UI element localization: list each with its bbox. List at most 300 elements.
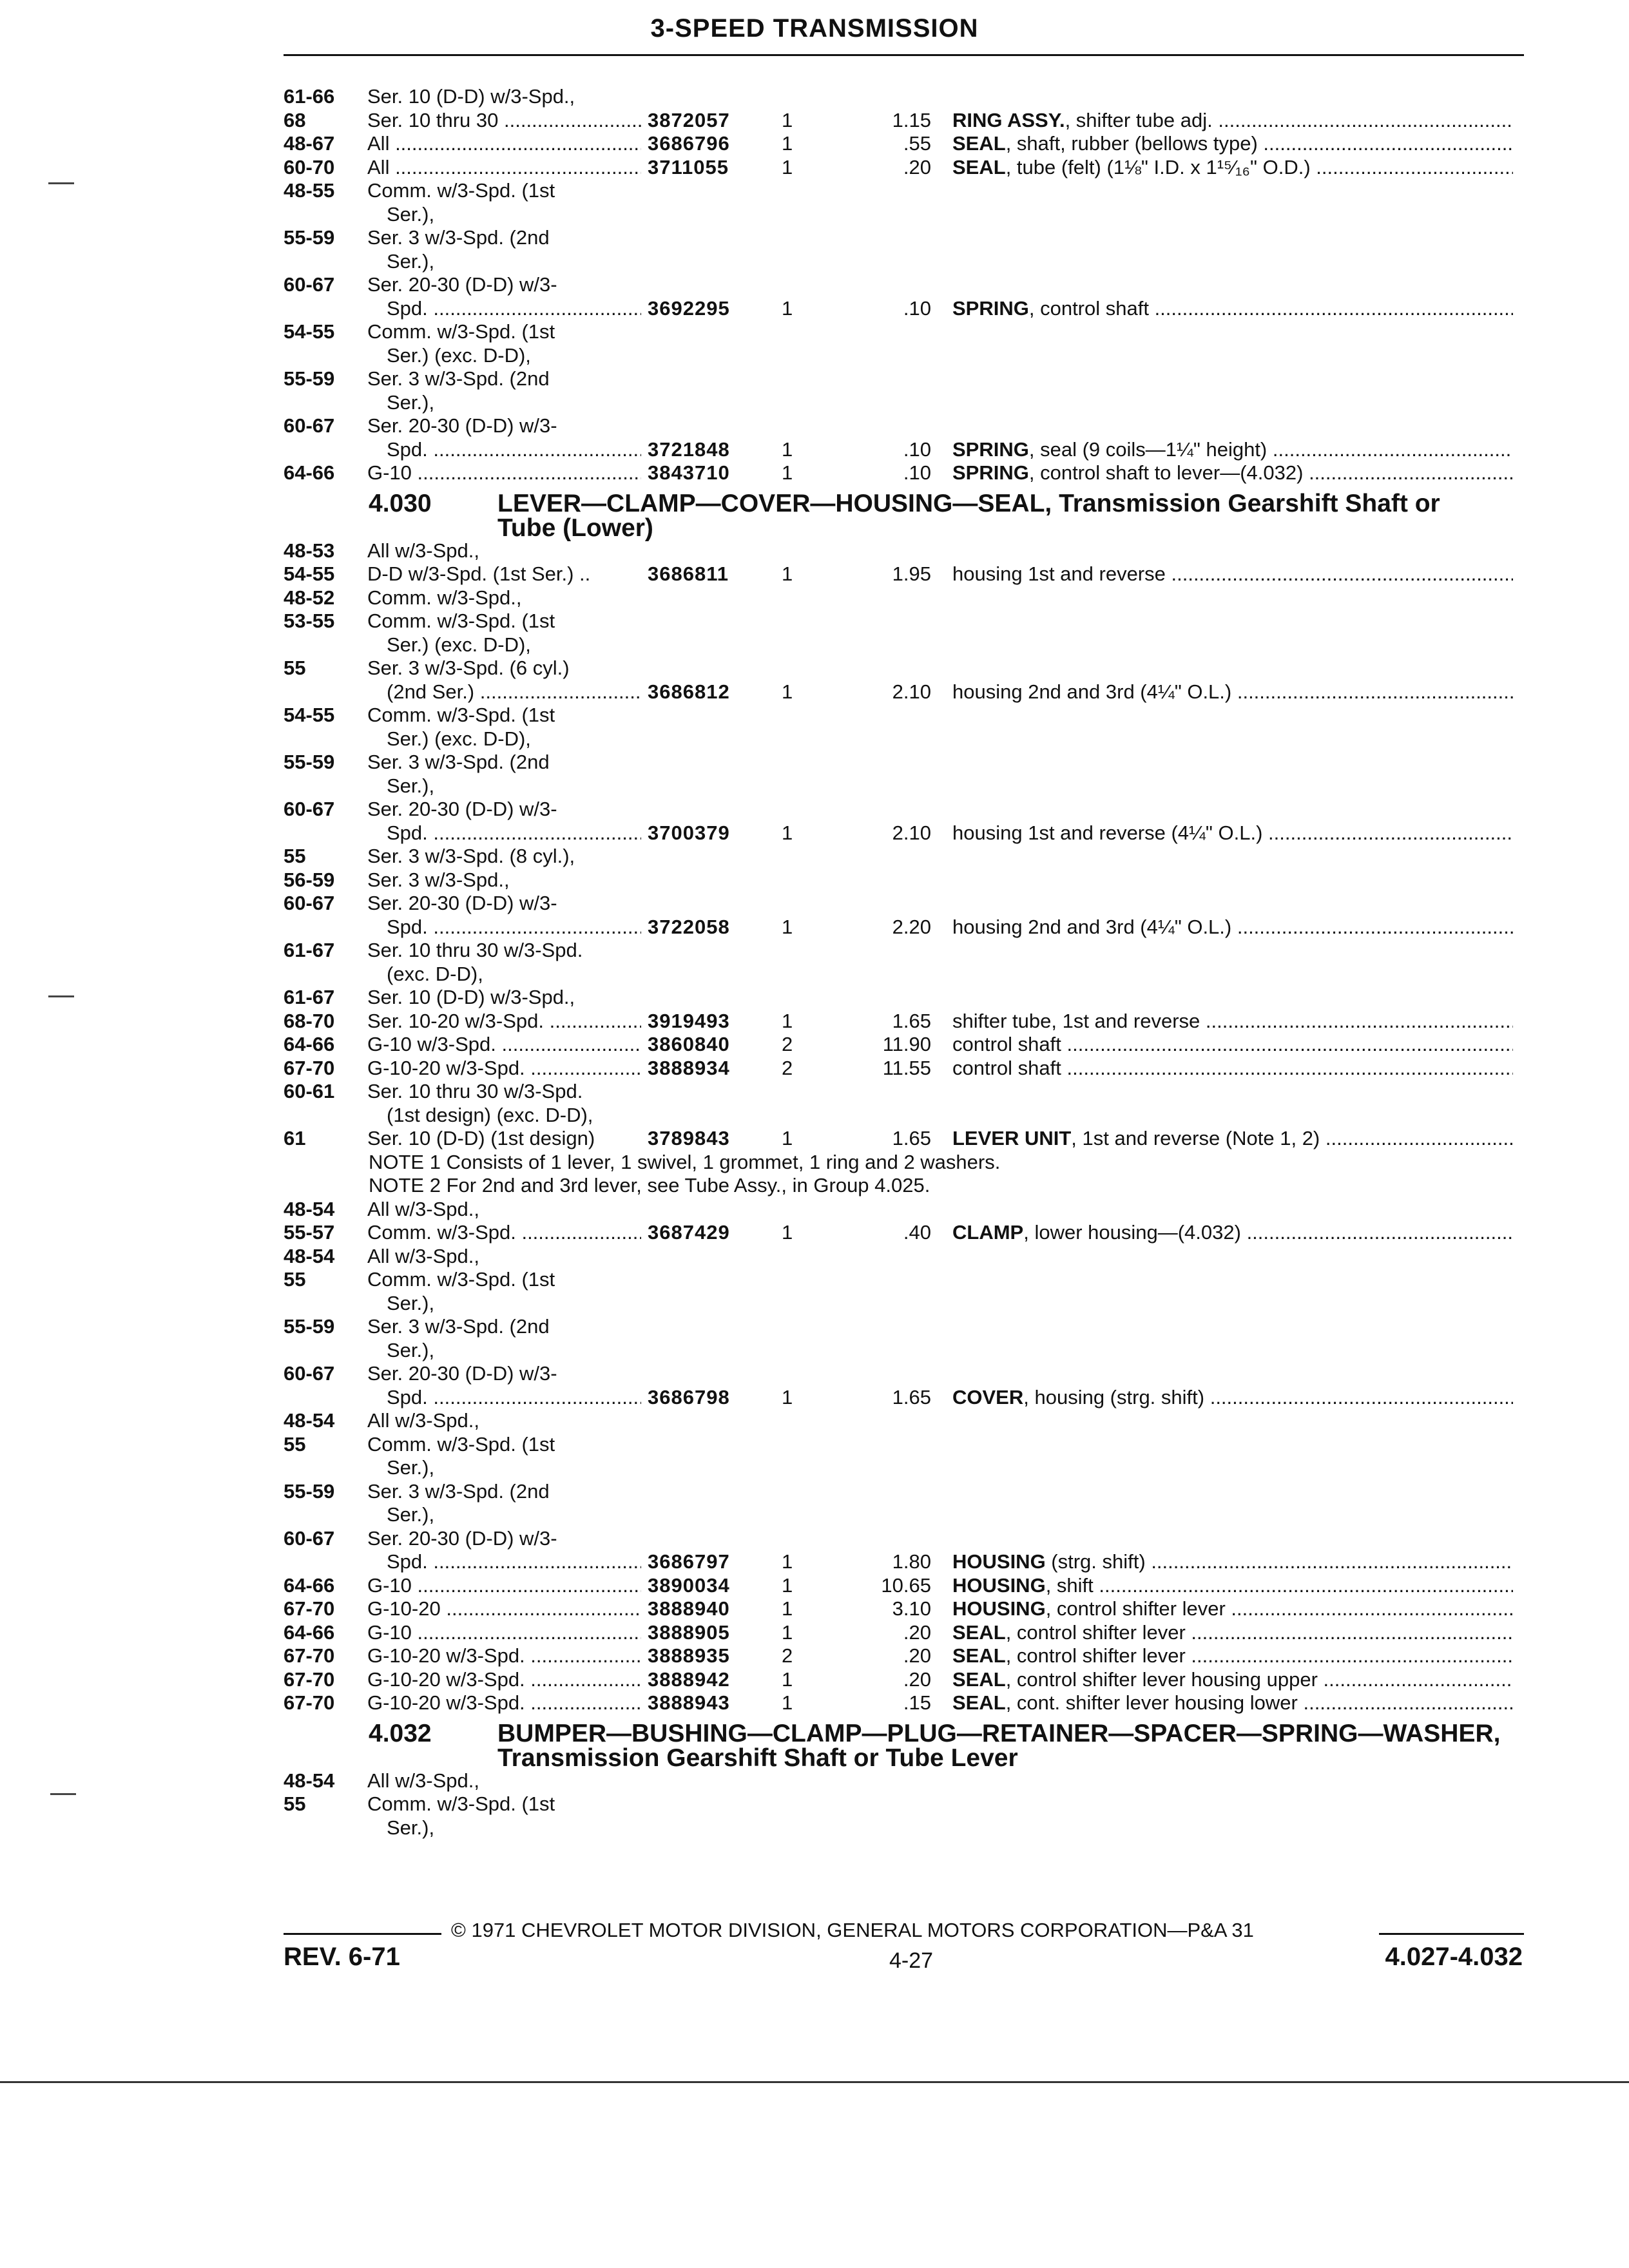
part-name: HOUSING xyxy=(952,1573,1046,1597)
part-name: SEAL xyxy=(952,1667,1006,1691)
application: Spd. ..... xyxy=(387,297,641,321)
model-years: 48-53 xyxy=(284,539,335,562)
price: .15 xyxy=(903,1691,931,1714)
part-detail: housing 1st and reverse (4¼" O.L.) xyxy=(952,821,1263,844)
application: G-10 w/3-Spd. ..... xyxy=(367,1033,641,1057)
parts-row xyxy=(0,633,1629,657)
application: Ser.) (exc. D-D), xyxy=(387,633,531,656)
application: Spd. ..... xyxy=(387,916,641,939)
quantity: 1 xyxy=(782,1009,793,1032)
part-number: 3888905 xyxy=(648,1620,730,1644)
parts-row xyxy=(0,367,1629,391)
quantity: 1 xyxy=(782,108,793,131)
application: Ser. 3 w/3-Spd. (2nd xyxy=(367,1479,550,1503)
application: G-10 ..... xyxy=(367,1621,641,1645)
parts-row xyxy=(0,892,1629,916)
part-description xyxy=(952,1127,1513,1151)
part-description xyxy=(952,916,1513,939)
application: Comm. w/3-Spd. (1st xyxy=(367,1432,555,1456)
part-number: 3860840 xyxy=(648,1033,730,1055)
model-years: 67-70 xyxy=(284,1667,335,1691)
parts-row xyxy=(0,963,1629,986)
part-description xyxy=(952,132,1513,156)
part-name: LEVER UNIT xyxy=(952,1127,1072,1149)
parts-row xyxy=(0,179,1629,203)
model-years: 60-67 xyxy=(284,1362,335,1385)
price: 2.10 xyxy=(892,680,931,703)
price: .10 xyxy=(903,296,931,320)
price: .10 xyxy=(903,437,931,461)
quantity: 2 xyxy=(782,1644,793,1667)
part-number: 3700379 xyxy=(648,821,730,844)
price: .20 xyxy=(903,1644,931,1667)
model-years: 64-66 xyxy=(284,1033,335,1055)
model-years: 55-59 xyxy=(284,367,335,390)
part-detail: , shaft, rubber (bellows type) xyxy=(1005,132,1258,155)
parts-row xyxy=(0,774,1629,798)
application: Ser.), xyxy=(387,1456,435,1479)
part-number: 3686811 xyxy=(648,562,729,585)
model-years: 55 xyxy=(284,1792,306,1815)
part-number: 3872057 xyxy=(648,108,730,131)
section-title: BUMPER—BUSHING—CLAMP—PLUG—RETAINER—SPACER—SPRING—WASHER, Transmission Gearshift Shaft or Tube Lever xyxy=(497,1719,1501,1772)
part-detail: , seal (9 coils—1¼" height) xyxy=(1028,437,1268,461)
part-number: 3722058 xyxy=(648,915,730,938)
note-text: NOTE 2 For 2nd and 3rd lever, see Tube Assy., in Group 4.025. xyxy=(369,1174,930,1196)
part-number: 3890034 xyxy=(648,1573,730,1597)
part-description xyxy=(952,1550,1513,1574)
parts-row xyxy=(0,610,1629,633)
model-years: 54-55 xyxy=(284,704,335,726)
parts-row xyxy=(0,1597,1629,1621)
model-years: 55 xyxy=(284,1432,306,1456)
footer-rule-left xyxy=(284,1933,441,1935)
part-number: 3888943 xyxy=(648,1691,730,1714)
model-years: 48-52 xyxy=(284,586,335,609)
application: G-10 ..... xyxy=(367,1574,641,1598)
part-detail: , control shifter lever housing upper xyxy=(1005,1667,1318,1691)
parts-row xyxy=(0,1386,1629,1410)
part-detail: , control shifter lever xyxy=(1005,1620,1186,1644)
parts-row xyxy=(0,297,1629,321)
application: Ser. 10-20 w/3-Spd. ..... xyxy=(367,1010,641,1033)
page-title: 3-SPEED TRANSMISSION xyxy=(650,14,979,43)
quantity: 1 xyxy=(782,562,793,585)
part-name: COVER xyxy=(952,1385,1024,1408)
section-number: 4.030 xyxy=(369,489,432,517)
model-years: 48-54 xyxy=(284,1769,335,1792)
parts-row xyxy=(0,1010,1629,1033)
application: Ser. 3 w/3-Spd. (2nd xyxy=(367,367,550,390)
model-years: 67-70 xyxy=(284,1691,335,1714)
part-name: SEAL xyxy=(952,1644,1006,1667)
application: Ser. 10 thru 30 w/3-Spd. xyxy=(367,1080,583,1102)
part-name: SEAL xyxy=(952,1620,1006,1644)
application: All w/3-Spd., xyxy=(367,1769,480,1792)
quantity: 1 xyxy=(782,1127,793,1149)
parts-row xyxy=(0,1080,1629,1104)
application: Ser. 10 (D-D) w/3-Spd., xyxy=(367,986,575,1008)
parts-row xyxy=(0,539,1629,563)
part-number: 3721848 xyxy=(648,437,730,461)
model-years: 54-55 xyxy=(284,320,335,343)
model-years: 48-55 xyxy=(284,179,335,202)
application: All w/3-Spd., xyxy=(367,1244,480,1267)
model-years: 61-67 xyxy=(284,986,335,1008)
parts-row xyxy=(0,1503,1629,1527)
parts-row xyxy=(0,1268,1629,1292)
application: Ser. 3 w/3-Spd. (2nd xyxy=(367,226,550,249)
parts-row xyxy=(0,1816,1629,1840)
quantity: 1 xyxy=(782,1221,793,1244)
part-description xyxy=(952,822,1513,845)
parts-row xyxy=(0,320,1629,344)
application: G-10-20 w/3-Spd. ..... xyxy=(367,1057,641,1081)
model-years: 64-66 xyxy=(284,1620,335,1644)
model-years: 55-59 xyxy=(284,1479,335,1503)
application: Ser.) (exc. D-D), xyxy=(387,343,531,367)
part-detail: , control shifter lever xyxy=(1045,1597,1226,1620)
part-detail: , tube (felt) (1⅛" I.D. x 1¹⁵⁄₁₆" O.D.) xyxy=(1005,155,1311,178)
parts-row xyxy=(0,1362,1629,1386)
application: Ser. 10 thru 30 ..... xyxy=(367,109,641,133)
parts-row xyxy=(0,727,1629,751)
revision-label: REV. 6-71 xyxy=(284,1943,400,1971)
part-number: 3888934 xyxy=(648,1056,730,1079)
application: Ser. 10 (D-D) (1st design) xyxy=(367,1127,595,1149)
price: .10 xyxy=(903,461,931,484)
parts-row xyxy=(0,986,1629,1010)
part-name: SEAL xyxy=(952,1691,1006,1714)
parts-row xyxy=(0,1292,1629,1316)
application: Comm. w/3-Spd. (1st xyxy=(367,320,555,343)
part-number: 3711055 xyxy=(648,155,729,178)
model-years: 55-59 xyxy=(284,751,335,773)
quantity: 1 xyxy=(782,1691,793,1714)
price: 1.15 xyxy=(892,108,931,131)
quantity: 1 xyxy=(782,1667,793,1691)
parts-row xyxy=(0,1456,1629,1480)
model-years: 67-70 xyxy=(284,1056,335,1079)
application: All w/3-Spd., xyxy=(367,1197,480,1220)
price: .20 xyxy=(903,155,931,178)
part-detail: , 1st and reverse (Note 1, 2) xyxy=(1071,1127,1320,1149)
price: 1.65 xyxy=(892,1385,931,1408)
part-description xyxy=(952,461,1513,485)
application: Ser.), xyxy=(387,1338,435,1361)
quantity: 1 xyxy=(782,1573,793,1597)
part-detail: , control shifter lever xyxy=(1005,1644,1186,1667)
part-name: SEAL xyxy=(952,155,1006,178)
application: Spd. ..... xyxy=(387,822,641,845)
part-detail: control shaft xyxy=(952,1033,1061,1055)
part-name: SPRING xyxy=(952,437,1029,461)
part-detail: , lower housing—(4.032) xyxy=(1023,1221,1241,1244)
part-description xyxy=(952,680,1513,704)
part-description xyxy=(952,1033,1513,1057)
part-name: SPRING xyxy=(952,296,1029,320)
parts-row xyxy=(0,391,1629,415)
application: D-D w/3-Spd. (1st Ser.) .. xyxy=(367,562,591,585)
application: Spd. ..... xyxy=(387,1550,641,1574)
parts-row xyxy=(0,461,1629,485)
parts-list xyxy=(0,85,1629,1840)
note-text: NOTE 1 Consists of 1 lever, 1 swivel, 1 grommet, 1 ring and 2 washers. xyxy=(369,1150,1001,1173)
footer-rule-right xyxy=(1379,1933,1524,1935)
model-years: 55 xyxy=(284,845,306,867)
application: G-10-20 w/3-Spd. ..... xyxy=(367,1668,641,1692)
model-years: 67-70 xyxy=(284,1644,335,1667)
model-years: 55 xyxy=(284,1268,306,1291)
model-years: 61 xyxy=(284,1127,306,1149)
section-heading xyxy=(0,1718,1629,1772)
parts-row xyxy=(0,344,1629,368)
application: (1st design) (exc. D-D), xyxy=(387,1103,593,1126)
part-name: SEAL xyxy=(952,132,1006,155)
parts-row xyxy=(0,1315,1629,1339)
model-years: 68-70 xyxy=(284,1009,335,1032)
section-heading xyxy=(0,488,1629,542)
parts-row xyxy=(0,203,1629,227)
parts-row xyxy=(0,1104,1629,1128)
price: 3.10 xyxy=(892,1597,931,1620)
application: G-10 ..... xyxy=(367,461,641,485)
application: All w/3-Spd., xyxy=(367,539,480,562)
part-number: 3919493 xyxy=(648,1009,730,1032)
application: Ser.), xyxy=(387,249,435,273)
parts-row xyxy=(0,156,1629,180)
application: Ser. 3 w/3-Spd. (2nd xyxy=(367,751,550,773)
parts-row xyxy=(0,1691,1629,1715)
parts-row xyxy=(0,586,1629,610)
parts-row xyxy=(0,1769,1629,1793)
part-number: 3692295 xyxy=(648,296,730,320)
price: 11.90 xyxy=(882,1033,931,1055)
quantity: 1 xyxy=(782,821,793,844)
part-detail: , control shaft xyxy=(1028,296,1149,320)
price: .20 xyxy=(903,1667,931,1691)
price: 1.65 xyxy=(892,1127,931,1149)
quantity: 1 xyxy=(782,1550,793,1573)
price: 11.55 xyxy=(882,1056,931,1079)
part-description xyxy=(952,297,1513,321)
application: (2nd Ser.) ..... xyxy=(387,680,641,704)
application: Ser. 20-30 (D-D) w/3- xyxy=(367,1526,557,1550)
parts-row xyxy=(0,226,1629,250)
part-number: 3843710 xyxy=(648,461,730,484)
application: Ser.) (exc. D-D), xyxy=(387,727,531,750)
model-years: 61-67 xyxy=(284,939,335,961)
quantity: 2 xyxy=(782,1033,793,1055)
parts-row xyxy=(0,109,1629,133)
price: 2.20 xyxy=(892,915,931,938)
part-description xyxy=(952,156,1513,180)
application: G-10-20 w/3-Spd. ..... xyxy=(367,1644,641,1668)
part-description xyxy=(952,109,1513,133)
parts-row xyxy=(0,438,1629,462)
model-years: 60-67 xyxy=(284,798,335,820)
parts-row xyxy=(0,273,1629,297)
parts-row xyxy=(0,1621,1629,1645)
quantity: 1 xyxy=(782,1620,793,1644)
application: Spd. ..... xyxy=(387,438,641,462)
part-description xyxy=(952,1691,1513,1715)
parts-row xyxy=(0,1644,1629,1668)
part-description xyxy=(952,1010,1513,1033)
model-years: 48-54 xyxy=(284,1409,335,1432)
part-number: 3888942 xyxy=(648,1667,730,1691)
model-years: 55-59 xyxy=(284,1315,335,1338)
price: 10.65 xyxy=(881,1573,931,1597)
section-title: LEVER—CLAMP—COVER—HOUSING—SEAL, Transmission Gearshift Shaft or Tube (Lower) xyxy=(497,489,1440,542)
part-name: SPRING xyxy=(952,461,1029,484)
parts-row xyxy=(0,1221,1629,1245)
quantity: 1 xyxy=(782,296,793,320)
part-description xyxy=(952,1386,1513,1410)
parts-row xyxy=(0,1127,1629,1151)
price: 1.80 xyxy=(892,1550,931,1573)
model-years: 55 xyxy=(284,657,306,679)
parts-row xyxy=(0,1245,1629,1269)
parts-row xyxy=(0,250,1629,274)
parts-row xyxy=(0,798,1629,822)
note-line xyxy=(0,1151,1629,1175)
part-number: 3686798 xyxy=(648,1385,730,1408)
model-years: 60-67 xyxy=(284,414,335,437)
part-name: HOUSING xyxy=(952,1597,1046,1620)
parts-row xyxy=(0,414,1629,438)
part-number: 3789843 xyxy=(648,1127,730,1149)
parts-row xyxy=(0,1198,1629,1222)
model-years: 60-70 xyxy=(284,155,335,178)
application: All w/3-Spd., xyxy=(367,1409,480,1432)
quantity: 1 xyxy=(782,155,793,178)
part-description xyxy=(952,1574,1513,1598)
parts-row xyxy=(0,657,1629,680)
part-detail: housing 1st and reverse xyxy=(952,562,1166,585)
model-years: 68 xyxy=(284,108,306,131)
part-name: RING ASSY. xyxy=(952,108,1065,131)
part-number: 3687429 xyxy=(648,1221,730,1244)
part-description xyxy=(952,1057,1513,1081)
model-years: 55-59 xyxy=(284,226,335,249)
model-years: 56-59 xyxy=(284,868,335,891)
application: All ..... xyxy=(367,132,641,156)
quantity: 1 xyxy=(782,680,793,703)
parts-row xyxy=(0,1480,1629,1504)
application: Ser. 20-30 (D-D) w/3- xyxy=(367,1362,557,1385)
parts-row xyxy=(0,869,1629,892)
parts-row xyxy=(0,1057,1629,1081)
price: 1.95 xyxy=(892,562,931,585)
part-detail: (strg. shift) xyxy=(1045,1550,1146,1573)
application: Ser.), xyxy=(387,774,435,797)
price: .20 xyxy=(903,1620,931,1644)
application: Comm. w/3-Spd. (1st xyxy=(367,1268,555,1291)
parts-row xyxy=(0,132,1629,156)
header-rule xyxy=(284,54,1524,56)
model-years: 60-67 xyxy=(284,892,335,914)
price: 1.65 xyxy=(892,1009,931,1032)
application: Ser.), xyxy=(387,390,435,414)
quantity: 1 xyxy=(782,461,793,484)
parts-row xyxy=(0,751,1629,774)
part-number: 3686796 xyxy=(648,132,730,155)
part-description xyxy=(952,438,1513,462)
note-line xyxy=(0,1174,1629,1198)
application: Comm. w/3-Spd., xyxy=(367,586,522,609)
application: Comm. w/3-Spd. (1st xyxy=(367,610,555,632)
quantity: 2 xyxy=(782,1056,793,1079)
part-description xyxy=(952,1221,1513,1245)
application: Spd. ..... xyxy=(387,1386,641,1410)
part-number: 3686797 xyxy=(648,1550,730,1573)
price: 2.10 xyxy=(892,821,931,844)
part-detail: housing 2nd and 3rd (4¼" O.L.) xyxy=(952,915,1232,938)
quantity: 1 xyxy=(782,1597,793,1620)
model-years: 64-66 xyxy=(284,461,335,484)
parts-row xyxy=(0,1433,1629,1457)
model-years: 48-54 xyxy=(284,1244,335,1267)
application: Ser. 20-30 (D-D) w/3- xyxy=(367,414,557,437)
application: Ser. 3 w/3-Spd., xyxy=(367,868,510,891)
part-description xyxy=(952,1644,1513,1668)
model-years: 60-67 xyxy=(284,273,335,296)
quantity: 1 xyxy=(782,132,793,155)
page-number: 4-27 xyxy=(889,1948,934,1973)
copyright-line: © 1971 CHEVROLET MOTOR DIVISION, GENERAL MOTORS CORPORATION—P&A 31 xyxy=(451,1919,1254,1941)
parts-row xyxy=(0,1574,1629,1598)
part-name: CLAMP xyxy=(952,1221,1024,1244)
parts-row xyxy=(0,822,1629,845)
model-years: 64-66 xyxy=(284,1573,335,1597)
application: Comm. w/3-Spd. (1st xyxy=(367,179,555,202)
part-detail: , shifter tube adj. xyxy=(1065,108,1213,131)
parts-row xyxy=(0,939,1629,963)
bottom-scan-rule xyxy=(0,2081,1629,2083)
part-number: 3888940 xyxy=(648,1597,730,1620)
quantity: 1 xyxy=(782,915,793,938)
application: Ser. 10 (D-D) w/3-Spd., xyxy=(367,85,575,108)
application: G-10-20 ..... xyxy=(367,1597,641,1621)
model-years: 61-66 xyxy=(284,85,335,108)
model-years: 55-57 xyxy=(284,1221,335,1244)
application: Ser. 20-30 (D-D) w/3- xyxy=(367,798,557,820)
part-description xyxy=(952,562,1513,586)
price: .55 xyxy=(903,132,931,155)
parts-row xyxy=(0,1668,1629,1692)
application: G-10-20 w/3-Spd. ..... xyxy=(367,1691,641,1715)
application: Ser.), xyxy=(387,1291,435,1314)
part-detail: housing 2nd and 3rd (4¼" O.L.) xyxy=(952,680,1232,703)
parts-row xyxy=(0,562,1629,586)
model-years: 60-67 xyxy=(284,1526,335,1550)
part-detail: shifter tube, 1st and reverse xyxy=(952,1009,1200,1032)
application: Ser. 10 thru 30 w/3-Spd. xyxy=(367,939,583,961)
model-years: 48-67 xyxy=(284,132,335,155)
parts-row xyxy=(0,1339,1629,1363)
model-years: 48-54 xyxy=(284,1197,335,1220)
part-name: HOUSING xyxy=(952,1550,1046,1573)
parts-row xyxy=(0,680,1629,704)
application: Ser. 3 w/3-Spd. (2nd xyxy=(367,1315,550,1338)
part-detail: control shaft xyxy=(952,1056,1061,1079)
model-years: 53-55 xyxy=(284,610,335,632)
part-detail: , shift xyxy=(1045,1573,1094,1597)
application: (exc. D-D), xyxy=(387,962,483,985)
parts-row xyxy=(0,1792,1629,1816)
application: Ser. 3 w/3-Spd. (8 cyl.), xyxy=(367,845,575,867)
